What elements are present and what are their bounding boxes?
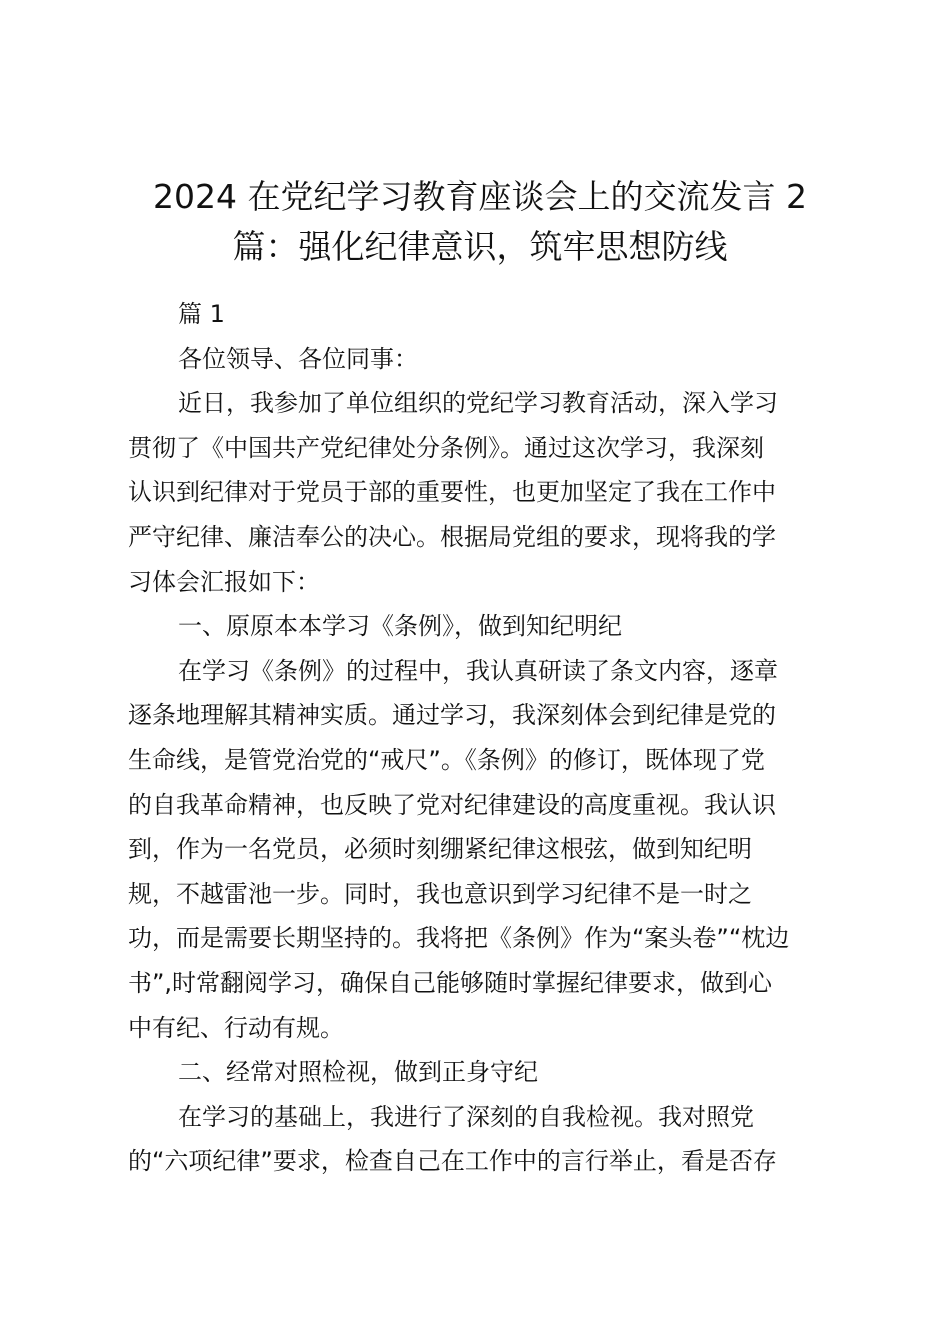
paragraph-line: 功，而是需要长期坚持的。我将把《条例》作为“案头卷”“枕边 (128, 924, 790, 953)
paragraph-line: 贯彻了《中国共产党纪律处分条例》。通过这次学习，我深刻 (128, 433, 764, 462)
paragraph-line: 认识到纪律对于党员于部的重要性，也更加坚定了我在工作中 (128, 478, 776, 507)
paragraph-line: 的“六项纪律”要求，检查自己在工作中的言行举止，看是否存 (128, 1147, 777, 1176)
title-line-2: 篇：强化纪律意识，筑牢思想防线 (232, 227, 728, 266)
paragraph-line: 习体会汇报如下： (128, 567, 320, 596)
paragraph-line: 在学习的基础上，我进行了深刻的自我检视。我对照党 (178, 1102, 754, 1131)
paragraph-line: 严守纪律、廉洁奉公的决心。根据局党组的要求，现将我的学 (128, 522, 776, 551)
salutation: 各位领导、各位同事： (178, 344, 418, 373)
section-heading-2: 二、经常对照检视，做到正身守纪 (178, 1058, 538, 1087)
document-title (100, 172, 860, 272)
paragraph-line: 到，作为一名党员，必须时刻绷紧纪律这根弦，做到知纪明 (128, 835, 752, 864)
section-label: 篇 1 (178, 300, 225, 328)
paragraph-line: 在学习《条例》的过程中，我认真研读了条文内容，逐章 (178, 656, 778, 685)
title-line-1: 2024 在党纪学习教育座谈会上的交流发言 2 (153, 177, 807, 216)
document-body (128, 292, 838, 1184)
paragraph-line: 逐条地理解其精神实质。通过学习，我深刻体会到纪律是党的 (128, 701, 776, 730)
paragraph-line: 规，不越雷池一步。同时，我也意识到学习纪律不是一时之 (128, 879, 752, 908)
paragraph-line: 中有纪、行动有规。 (128, 1013, 344, 1042)
paragraph-line: 的自我革命精神，也反映了党对纪律建设的高度重视。我认识 (128, 790, 776, 819)
paragraph-line: 书”,时常翻阅学习，确保自己能够随时掌握纪律要求，做到心 (128, 968, 773, 997)
paragraph-line: 生命线，是管党治党的“戒尺”。《条例》的修订，既体现了党 (128, 745, 765, 774)
paragraph-line: 近日，我参加了单位组织的党纪学习教育活动，深入学习 (178, 389, 778, 418)
section-heading-1: 一、原原本本学习《条例》，做到知纪明纪 (178, 612, 622, 641)
